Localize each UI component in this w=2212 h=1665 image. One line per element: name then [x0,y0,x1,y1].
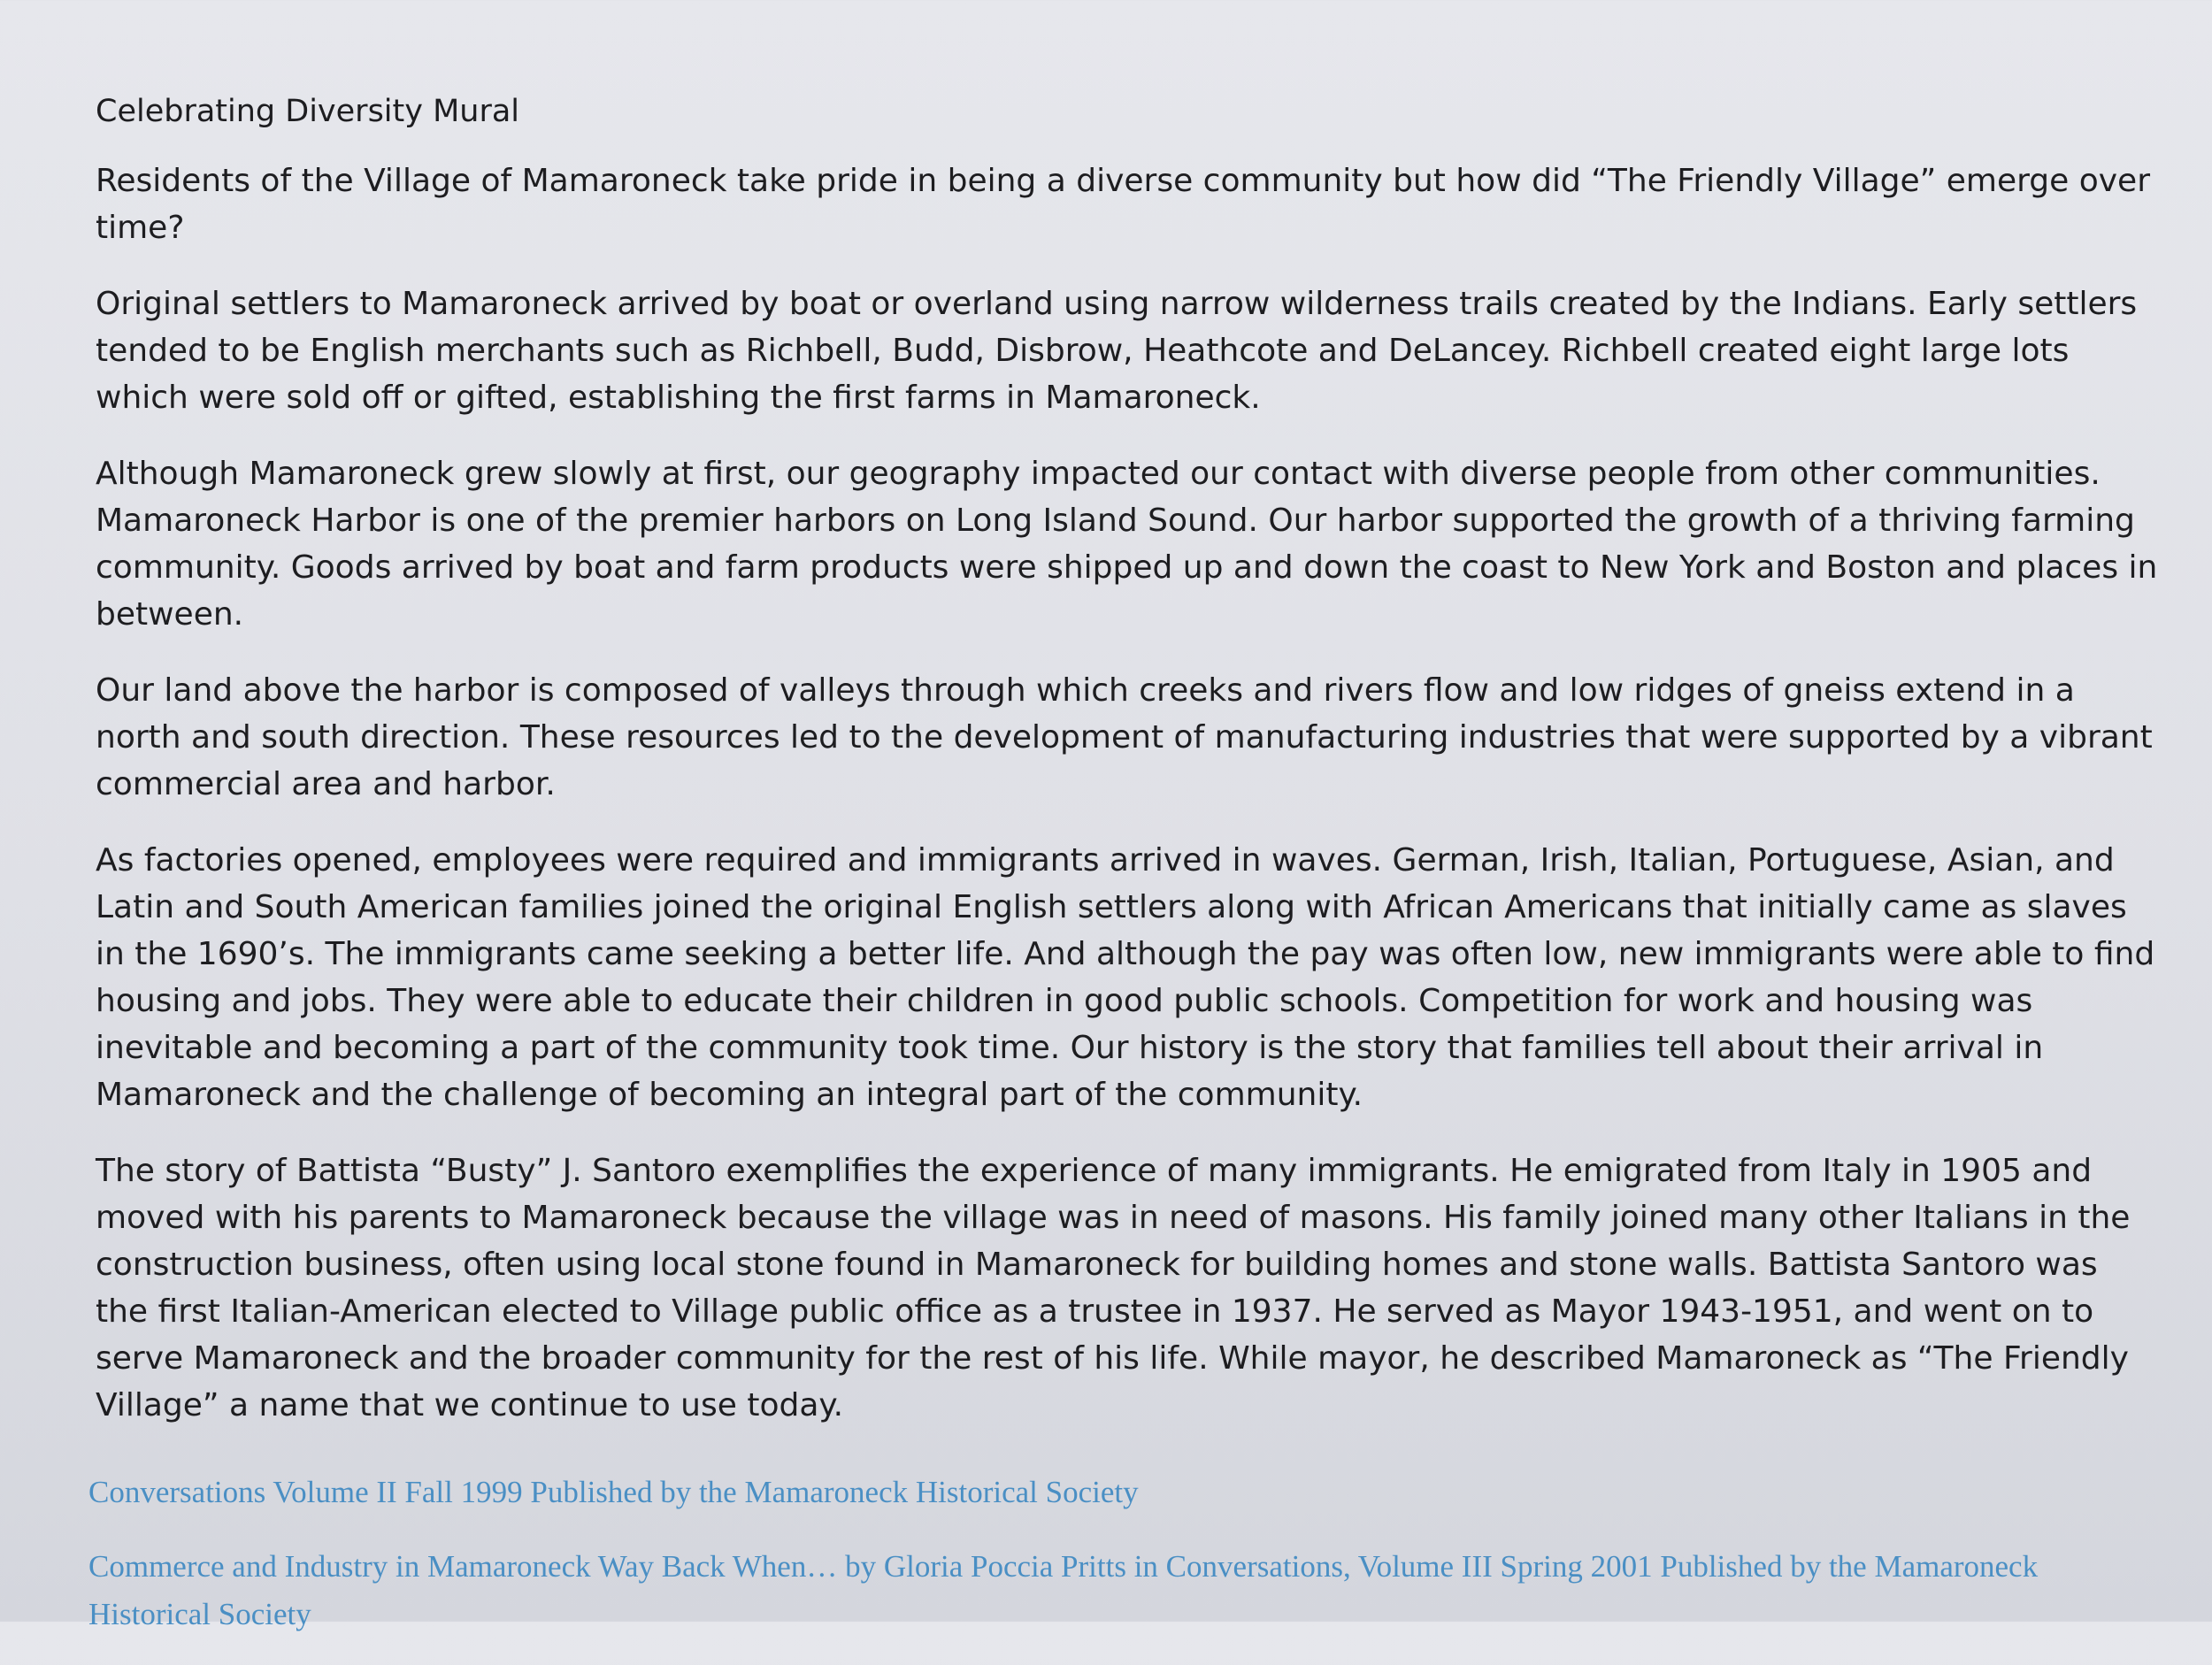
paragraph-santoro: The story of Battista “Busty” J. Santoro exemplifies the experience of many immigrants. He emigrated from Italy in 1905 and moved with his parents to Mamaroneck because the village was in need of masons. His family joined many other Italians in the construction business, often using local stone found in Mamaroneck for building homes and stone walls. Battista Santoro was the first Italian-American elected to Village public office as a trustee in 1937. He served as Mayor 1943-1951, and went on to serve Mamaroneck and the broader community for the rest of his life. While mayor, he described Mamaroneck as “The Friendly Village” a name that we continue to use today. [96,1153,2131,1423]
references-list [88,1469,2150,1665]
reference-item: Conversations Volume II Fall 1999 Published by the Mamaroneck Historical Society [88,1475,1139,1509]
document-title: Celebrating Diversity Mural [96,94,520,129]
paragraph-immigrants: As factories opened, employees were required and immigrants arrived in waves. German, Irish, Italian, Portuguese, Asian, and Latin and South American families joined the original English settlers along with African Americans that initially came as slaves in the 1690’s. The immigrants came seeking a better life. And although the pay was often low, new immigrants were able to find housing and jobs. They were able to educate their children in good public schools. Competition for work and housing was inevitable and becoming a part of the community took time. Our history is the story that families tell about their arrival in Mamaroneck and the challenge of becoming an integral part of the community. [96,842,2155,1113]
paragraph-intro: Residents of the Village of Mamaroneck take pride in being a diverse community but how did “The Friendly Village” emerge over time? [96,163,2150,246]
reference-item: Commerce and Industry in Mamaroneck Way Back When… by Gloria Poccia Pritts in Conversations, Volume III Spring 2001 Published by the Mamaroneck Historical Society [88,1549,2039,1631]
paragraph-geography: Although Mamaroneck grew slowly at first, our geography impacted our contact with diverse people from other communities. Mamaroneck Harbor is one of the premier harbors on Long Island Sound. Our harbor supported the growth of a thriving farming community. Goods arrived by boat and farm products were shipped up and down the coast to New York and Boston and places in between. [96,456,2158,633]
paragraph-land: Our land above the harbor is composed of valleys through which creeks and rivers flow and low ridges of gneiss extend in a north and south direction. These resources led to the development of manufacturing industries that were supported by a vibrant commercial area and harbor. [96,672,2153,802]
paragraph-original-settlers: Original settlers to Mamaroneck arrived by boat or overland using narrow wilderness trails created by the Indians. Early settlers tended to be English merchants such as Richbell, Budd, Disbrow, Heathcote and DeLancey. Richbell created eight large lots which were sold off or gifted, establishing the first farms in Mamaroneck. [96,286,2138,416]
